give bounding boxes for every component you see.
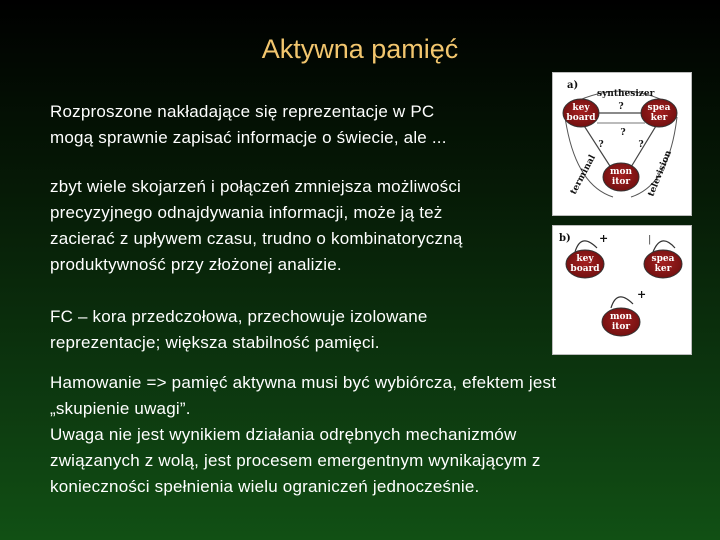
plus-sign: + bbox=[637, 288, 647, 301]
figure-a-diagram bbox=[553, 73, 691, 215]
text-line: konieczności spełnienia wielu ograniczeń jednocześnie. bbox=[50, 477, 480, 496]
node-label: board bbox=[570, 264, 600, 274]
node-label: spea bbox=[647, 103, 671, 113]
paragraph-4 bbox=[50, 370, 690, 500]
text-line: FC – kora przedczołowa, przechowuje izolowane bbox=[50, 307, 428, 326]
node-label: itor bbox=[611, 322, 631, 332]
figure-a-label: a) bbox=[567, 80, 579, 91]
text-line: mogą sprawnie zapisać informacje o świecie, ale ... bbox=[50, 128, 447, 147]
node-label: board bbox=[566, 113, 596, 123]
node-label: ker bbox=[650, 113, 668, 123]
paragraph-2 bbox=[50, 174, 540, 278]
text-line: reprezentacje; większa stabilność pamięci. bbox=[50, 333, 380, 352]
synthesizer-label: synthesizer bbox=[597, 89, 655, 99]
text-line: produktywność przy złożonej analizie. bbox=[50, 255, 342, 274]
node-label: spea bbox=[651, 254, 675, 264]
question-mark: ? bbox=[620, 128, 626, 138]
node-label: key bbox=[576, 254, 594, 264]
question-mark: ? bbox=[618, 102, 624, 112]
bar-mark: | bbox=[648, 235, 652, 245]
figure-b-isolated bbox=[552, 225, 692, 355]
node-label: ker bbox=[654, 264, 672, 274]
question-mark: ? bbox=[638, 140, 644, 150]
node-label: mon bbox=[609, 312, 633, 322]
figure-b-diagram bbox=[553, 226, 691, 354]
text-line: związanych z wolą, jest procesem emergentnym wynikającym z bbox=[50, 451, 541, 470]
node-label: key bbox=[572, 103, 590, 113]
self-loop bbox=[611, 297, 633, 308]
text-line: zbyt wiele skojarzeń i połączeń zmniejsza możliwości bbox=[50, 177, 461, 196]
television-label: television bbox=[646, 149, 675, 199]
text-line: Hamowanie => pamięć aktywna musi być wybiórcza, efektem jest bbox=[50, 373, 557, 392]
figure-a-distributed bbox=[552, 72, 692, 216]
plus-sign: + bbox=[599, 232, 609, 245]
text-line: zacierać z upływem czasu, trudno o kombinatoryczną bbox=[50, 229, 463, 248]
question-mark: ? bbox=[598, 140, 604, 150]
node-label: itor bbox=[611, 177, 631, 187]
text-line: precyzyjnego odnajdywania informacji, może ją też bbox=[50, 203, 443, 222]
terminal-label: terminal bbox=[568, 153, 599, 197]
figure-b-label: b) bbox=[559, 233, 571, 244]
paragraph-3 bbox=[50, 304, 540, 356]
text-line: Rozproszone nakładające się reprezentacje w PC bbox=[50, 102, 435, 121]
text-line: Uwaga nie jest wynikiem działania odrębnych mechanizmów bbox=[50, 425, 517, 444]
node-label: mon bbox=[609, 167, 633, 177]
text-line: „skupienie uwagi”. bbox=[50, 399, 191, 418]
paragraph-1 bbox=[50, 99, 530, 151]
slide-title: Aktywna pamięć bbox=[261, 34, 459, 64]
